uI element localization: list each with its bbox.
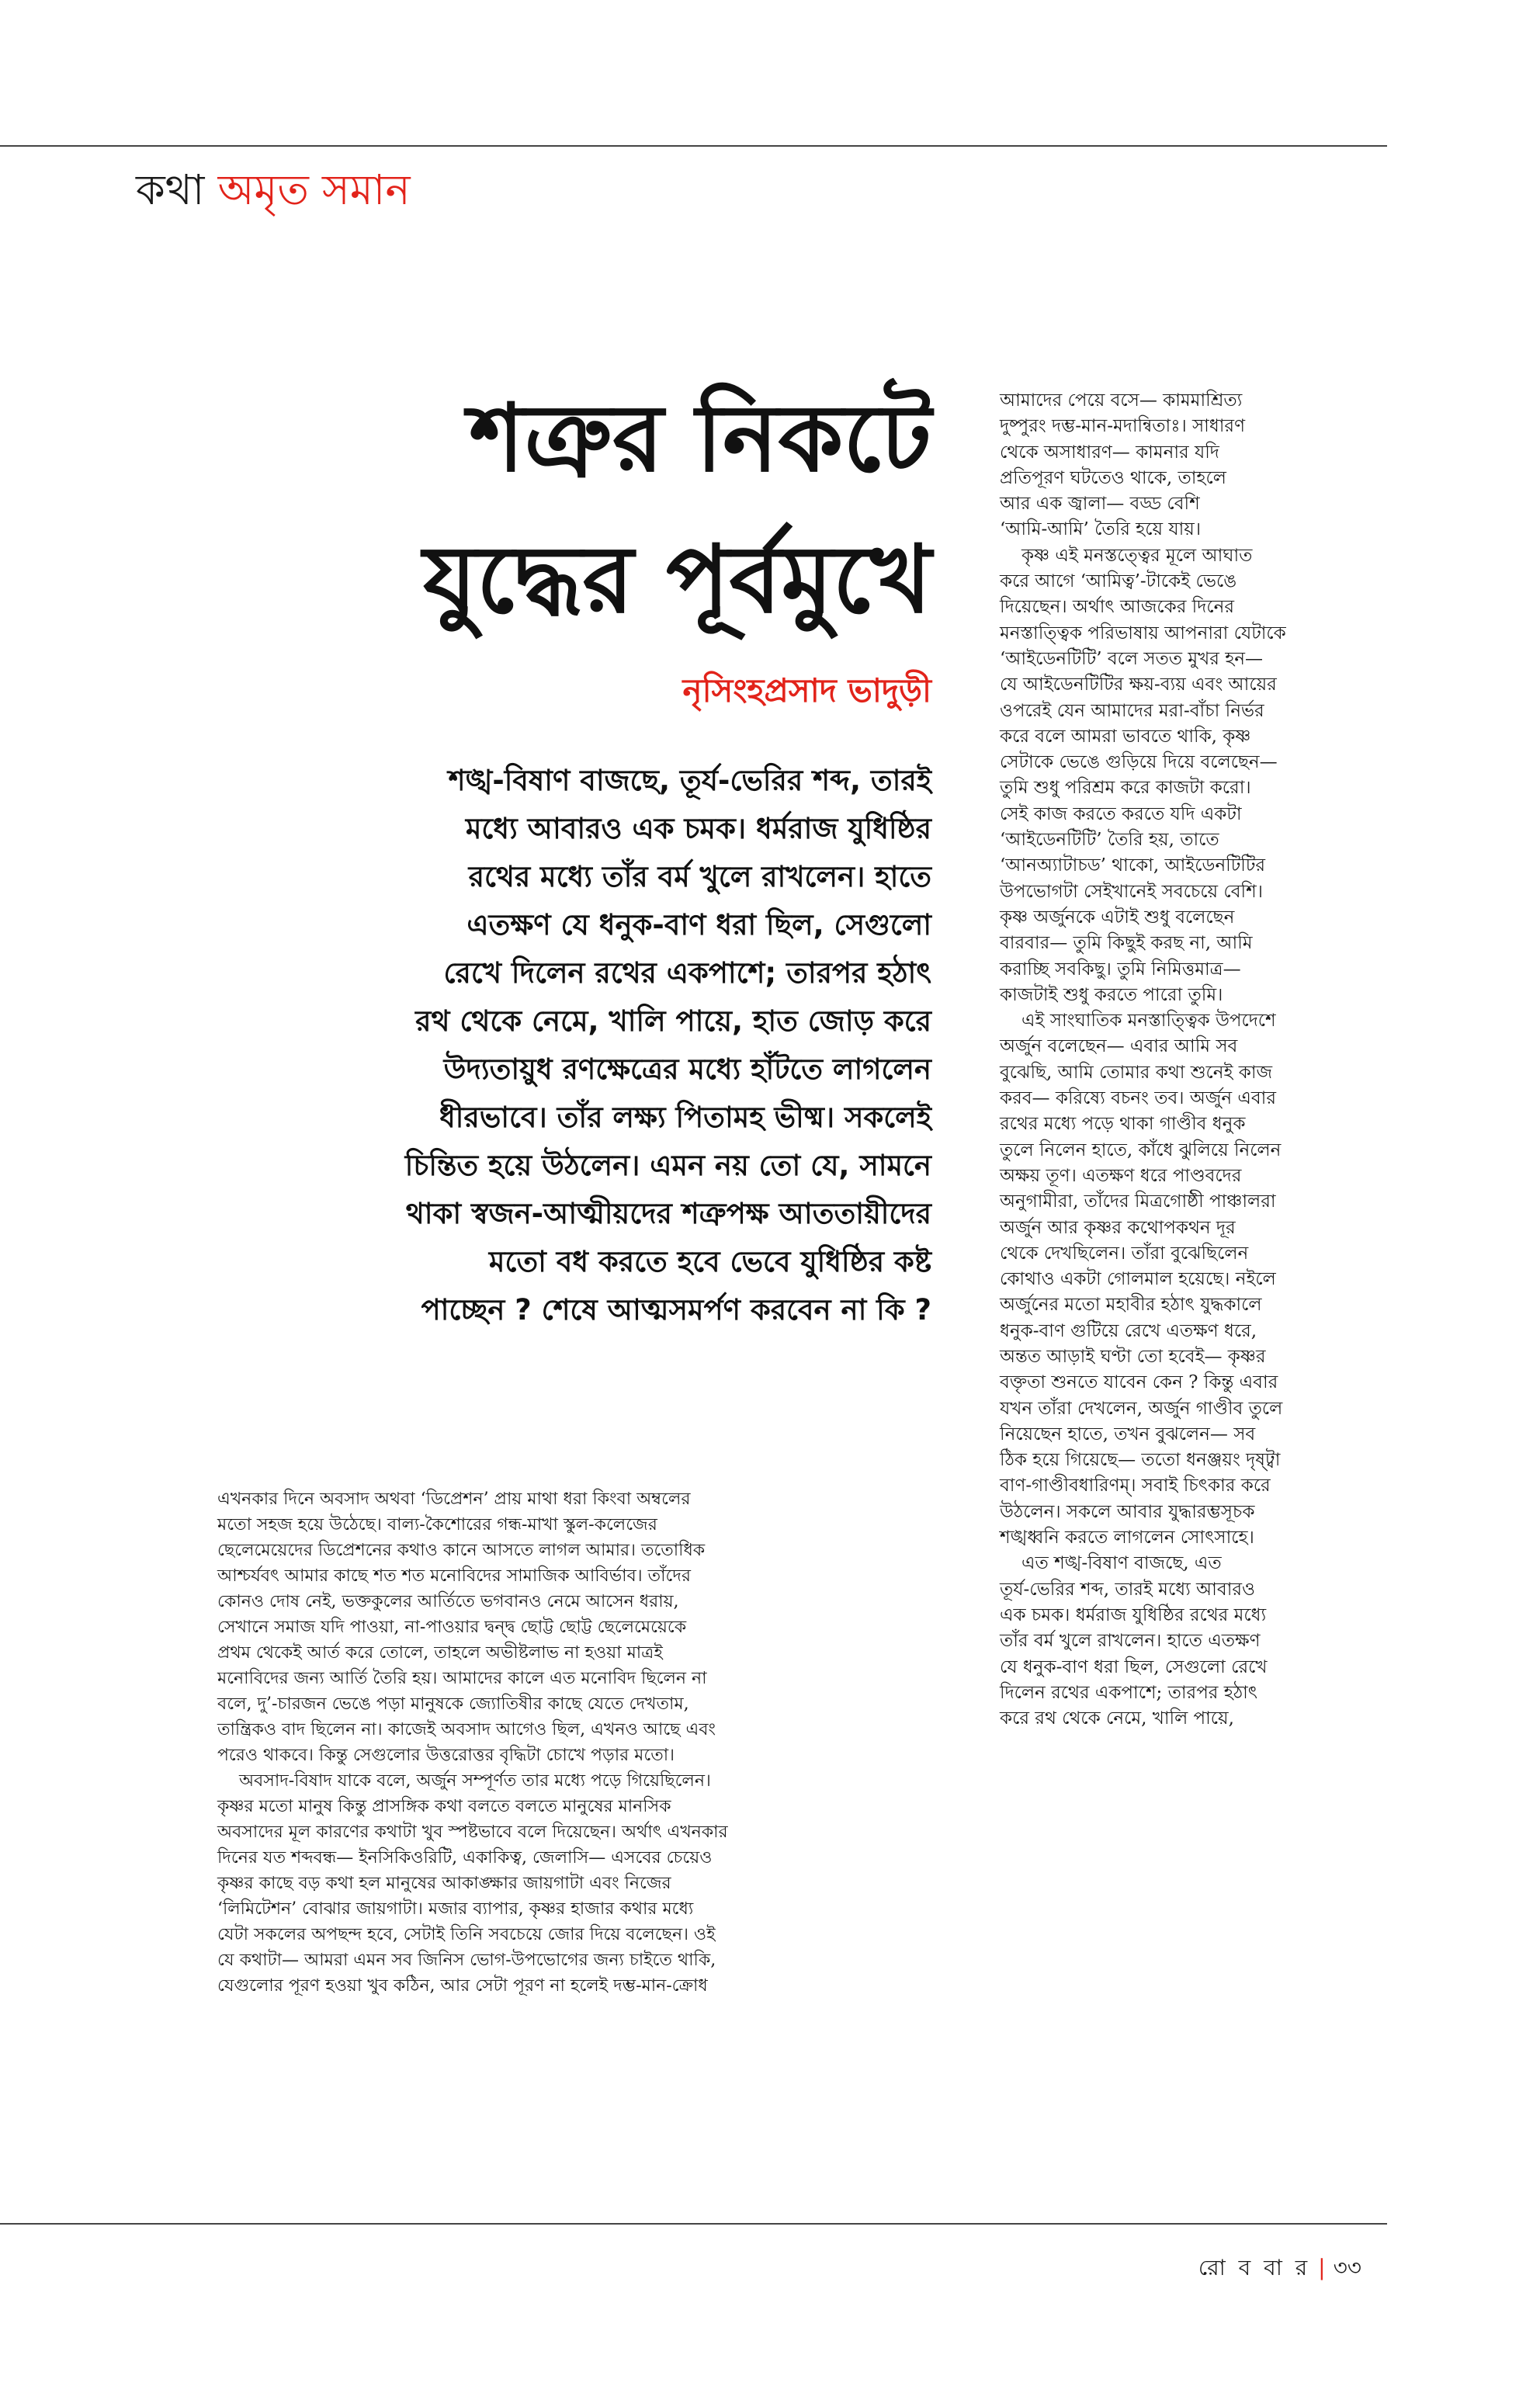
side-line: প্রতিপূরণ ঘটতেও থাকে, তাহলে (1000, 467, 1226, 488)
lede-line: পাচ্ছেন ? শেষে আত্মসমর্পণ করবেন না কি ? (421, 1293, 931, 1327)
lede-line: রেখে দিলেন রথের একপাশে; তারপর হঠাৎ (443, 956, 931, 990)
side-line: এক চমক। ধর্মরাজ যুধিষ্ঠির রথের মধ্যে (1000, 1604, 1267, 1625)
lede-line: রথের মধ্যে তাঁর বর্ম খুলে রাখলেন। হাতে (468, 860, 931, 893)
side-line: অর্জুনের মতো মহাবীর হঠাৎ যুদ্ধকালে (1000, 1295, 1262, 1316)
side-line: অনুগামীরা, তাঁদের মিত্রগোষ্ঠী পাঞ্চালরা (1000, 1191, 1276, 1212)
side-line: অক্ষয় তূণ। এতক্ষণ ধরে পাণ্ডবদের (1000, 1165, 1242, 1186)
side-line: করব— করিষ্যে বচনং তব। অর্জুন এবার (1000, 1088, 1276, 1109)
side-line: বক্তৃতা শুনতে যাবেন কেন ? কিন্তু এবার (1000, 1372, 1278, 1393)
side-line: তুলে নিলেন হাতে, কাঁধে ঝুলিয়ে নিলেন (1000, 1139, 1282, 1160)
lede-line: থাকা স্বজন-আত্মীয়দের শত্রুপক্ষ আততায়ীদের (405, 1197, 931, 1230)
side-line: আমাদের পেয়ে বসে— কামমাশ্রিত্য (1000, 390, 1243, 411)
section-word-1: কথা (136, 165, 205, 214)
body-line: সেখানে সমাজ যদি পাওয়া, না-পাওয়ার দ্বন্দ্ব ছোট্ট ছোট্ট ছেলেমেয়েকে (217, 1618, 687, 1637)
body-line: মতো সহজ হয়ে উঠেছে। বাল্য-কৈশোরের গন্ধ-মাখা স্কুল-কলেজের (217, 1515, 657, 1535)
side-line: অর্জুন আর কৃষ্ণর কথোপকথন দূর (1000, 1217, 1236, 1238)
side-line: রথের মধ্যে পড়ে থাকা গাণ্ডীব ধনুক (1000, 1114, 1246, 1135)
side-line: নিয়েছেন হাতে, তখন বুঝলেন— সব (1000, 1424, 1256, 1444)
headline (233, 369, 931, 651)
side-line: দিলেন রথের একপাশে; তারপর হঠাৎ (1000, 1682, 1258, 1703)
lede-line: মতো বধ করতে হবে ভেবে যুধিষ্ঠির কষ্ট (488, 1245, 931, 1278)
page-number: ৩৩ (1333, 2255, 1361, 2280)
lede-line: ধীরভাবে। তাঁর লক্ষ্য পিতামহ ভীষ্ম। সকলেই (439, 1101, 931, 1134)
side-line: সেটাকে ভেঙে গুড়িয়ে দিয়ে বলেছেন— (1000, 752, 1278, 773)
side-line: কোথাও একটা গোলমাল হয়েছে। নইলে (1000, 1269, 1276, 1290)
side-line: করে আগে ‘আমিত্ব’-টাকেই ভেঙে (1000, 571, 1237, 592)
side-line: আর এক জ্বালা— বড্ড বেশি (1000, 494, 1200, 515)
side-line: যে আইডেনটিটির ক্ষয়-ব্যয় এবং আয়ের (1000, 675, 1277, 695)
body-line: কৃষ্ণর কাছে বড় কথা হল মানুষের আকাঙ্ক্ষার জায়গাটা এবং নিজের (217, 1874, 671, 1893)
body-line: কোনও দোষ নেই, ভক্তকুলের আর্তিতে ভগবানও নেমে আসেন ধরায়, (217, 1592, 679, 1611)
headline-line-1: শত্রুর নিকটে (469, 385, 931, 493)
headline-line-2: যুদ্ধের পূর্বমুখে (422, 526, 931, 634)
side-line: যে ধনুক-বাণ ধরা ছিল, সেগুলো রেখে (1000, 1656, 1268, 1677)
side-line: শঙ্খধ্বনি করতে লাগলেন সোৎসাহে। (1000, 1528, 1254, 1549)
section-word-2: অমৃত সমান (217, 165, 411, 214)
side-line: ঠিক হয়ে গিয়েছে— ততো ধনঞ্জয়ং দৃষ্ট্বা (1000, 1450, 1281, 1471)
body-line: এখনকার দিনে অবসাদ অথবা ‘ডিপ্রেশন’ প্রায় মাথা ধরা কিংবা অম্বলের (217, 1490, 691, 1509)
side-line: মনস্তাত্ত্বিক পরিভাষায় আপনারা যেটাকে (1000, 623, 1286, 643)
page-footer (1198, 2253, 1361, 2284)
body-line: যেটা সকলের অপছন্দ হবে, সেটাই তিনি সবচেয়ে জোর দিয়ে বলেছেন। ওই (217, 1925, 716, 1944)
body-line: ‘লিমিটেশন’ বোঝার জায়গাটা। মজার ব্যাপার, কৃষ্ণর হাজার কথার মধ্যে (217, 1899, 694, 1919)
bottom-rule (0, 2223, 1387, 2225)
body-line: যে কথাটা— আমরা এমন সব জিনিস ভোগ-উপভোগের জন্য চাইতে থাকি, (217, 1951, 716, 1970)
lede-line: এতক্ষণ যে ধনুক-বাণ ধরা ছিল, সেগুলো (467, 908, 931, 942)
side-line: করাচ্ছি সবকিছু। তুমি নিমিত্তমাত্র— (1000, 959, 1241, 980)
body-line: যেগুলোর পূরণ হওয়া খুব কঠিন, আর সেটা পূরণ না হলেই দম্ভ-মান-ক্রোধ (217, 1976, 708, 1996)
side-line: বারবার— তুমি কিছুই করছ না, আমি (1000, 933, 1253, 954)
side-line: কৃষ্ণ অর্জুনকে এটাই শুধু বলেছেন (1000, 907, 1235, 928)
side-column (1000, 388, 1365, 1732)
top-rule (0, 145, 1387, 147)
section-header (136, 159, 411, 221)
body-line: অবসাদ-বিষাদ যাকে বলে, অর্জুন সম্পূর্ণত তার মধ্যে পড়ে গিয়েছিলেন। (239, 1771, 711, 1791)
body-line: অবসাদের মূল কারণের কথাটা খুব স্পষ্টভাবে বলে দিয়েছেন। অর্থাৎ এখনকার (217, 1822, 728, 1842)
body-column (217, 1486, 939, 1999)
footer-separator: | (1318, 2255, 1326, 2280)
body-line: দিনের যত শব্দবন্ধ— ইনসিকিওরিটি, একাকিত্ব, জেলাসি— এসবের চেয়েও (217, 1848, 713, 1868)
side-line: উঠলেন। সকলে আবার যুদ্ধারম্ভসূচক (1000, 1501, 1255, 1522)
body-line: কৃষ্ণর মতো মানুষ কিন্তু প্রাসঙ্গিক কথা বলতে বলতে মানুষের মানসিক (217, 1797, 671, 1816)
side-line: করে রথ থেকে নেমে, খালি পায়ে, (1000, 1708, 1234, 1729)
author-byline: নৃসিংহপ্রসাদ ভাদুড়ী (682, 671, 931, 709)
side-line: এই সাংঘাতিক মনস্তাত্ত্বিক উপদেশে (1021, 1011, 1276, 1032)
side-line: কাজটাই শুধু করতে পারো তুমি। (1000, 984, 1223, 1005)
side-line: ওপরেই যেন আমাদের মরা-বাঁচা নির্ভর (1000, 700, 1264, 721)
side-line: ‘আইডেনটিটি’ তৈরি হয়, তাতে (1000, 830, 1219, 851)
body-line: ছেলেমেয়েদের ডিপ্রেশনের কথাও কানে আসতে লাগল আমার। ততোধিক (217, 1541, 706, 1560)
side-line: সেই কাজ করতে করতে যদি একটা (1000, 803, 1242, 824)
side-line: ‘আনঅ্যাটাচড’ থাকো, আইডেনটিটির (1000, 855, 1266, 876)
side-line: তুমি শুধু পরিশ্রম করে কাজটা করো। (1000, 778, 1251, 799)
side-line: থেকে দেখছিলেন। তাঁরা বুঝেছিলেন (1000, 1243, 1249, 1264)
magazine-name: রো ব বা র (1198, 2255, 1311, 2280)
body-line: পরেও থাকবে। কিন্তু সেগুলোর উত্তরোত্তর বৃদ্ধিটা চোখে পড়ার মতো। (217, 1746, 675, 1765)
lede-line: মধ্যে আবারও এক চমক। ধর্মরাজ যুধিষ্ঠির (465, 812, 931, 845)
side-line: দুষ্পুরং দম্ভ-মান-মদান্বিতাঃ। সাধারণ (1000, 416, 1245, 437)
body-line: মনোবিদের জন্য আর্তি তৈরি হয়। আমাদের কালে এত মনোবিদ ছিলেন না (217, 1669, 707, 1688)
side-line: তূর্য-ভেরির শব্দ, তারই মধ্যে আবারও (1000, 1579, 1255, 1600)
lede-line: রথ থেকে নেমে, খালি পায়ে, হাত জোড় করে (415, 1004, 931, 1038)
lede-line: চিন্তিত হয়ে উঠলেন। এমন নয় তো যে, সামনে (404, 1149, 931, 1182)
body-line: বলে, দু’-চারজন ভেঙে পড়া মানুষকে জ্যোতিষীর কাছে যেতে দেখতাম, (217, 1694, 689, 1714)
side-line: কৃষ্ণ এই মনস্তত্ত্বের মূলে আঘাত (1021, 545, 1253, 566)
body-line: প্রথম থেকেই আর্ত করে তোলে, তাহলে অভীষ্টলাভ না হওয়া মাত্রই (217, 1643, 663, 1663)
body-line: তান্ত্রিকও বাদ ছিলেন না। কাজেই অবসাদ আগেও ছিল, এখনও আছে এবং (217, 1720, 716, 1739)
side-line: তাঁর বর্ম খুলে রাখলেন। হাতে এতক্ষণ (1000, 1631, 1261, 1652)
side-line: অর্জুন বলেছেন— এবার আমি সব (1000, 1036, 1238, 1057)
side-line: দিয়েছেন। অর্থাৎ আজকের দিনের (1000, 597, 1234, 618)
side-line: বুঝেছি, আমি তোমার কথা শুনেই কাজ (1000, 1062, 1273, 1083)
body-line: আশ্চর্যবৎ আমার কাছে শত শত মনোবিদের সামাজিক আবির্ভাব। তাঁদের (217, 1566, 692, 1586)
side-line: ধনুক-বাণ গুটিয়ে রেখে এতক্ষণ ধরে, (1000, 1320, 1257, 1341)
side-line: থেকে অসাধারণ— কামনার যদি (1000, 442, 1219, 463)
lede-paragraph (182, 757, 931, 1334)
side-line: বাণ-গাণ্ডীবধারিণম্। সবাই চিৎকার করে (1000, 1476, 1271, 1496)
side-line: ‘আমি-আমি’ তৈরি হয়ে যায়। (1000, 519, 1202, 540)
side-line: করে বলে আমরা ভাবতে থাকি, কৃষ্ণ (1000, 726, 1251, 747)
side-line: এত শঙ্খ-বিষাণ বাজছে, এত (1021, 1553, 1222, 1574)
side-line: উপভোগটা সেইখানেই সবচেয়ে বেশি। (1000, 881, 1263, 902)
side-line: ‘আইডেনটিটি’ বলে সতত মুখর হন— (1000, 648, 1264, 669)
lede-line: শঙ্খ-বিষাণ বাজছে, তূর্য-ভেরির শব্দ, তারই (448, 764, 931, 797)
lede-line: উদ্যতায়ুধ রণক্ষেত্রের মধ্যে হাঁটতে লাগলেন (443, 1053, 931, 1086)
side-line: অন্তত আড়াই ঘণ্টা তো হবেই— কৃষ্ণর (1000, 1346, 1266, 1367)
side-line: যখন তাঁরা দেখলেন, অর্জুন গাণ্ডীব তুলে (1000, 1398, 1283, 1419)
